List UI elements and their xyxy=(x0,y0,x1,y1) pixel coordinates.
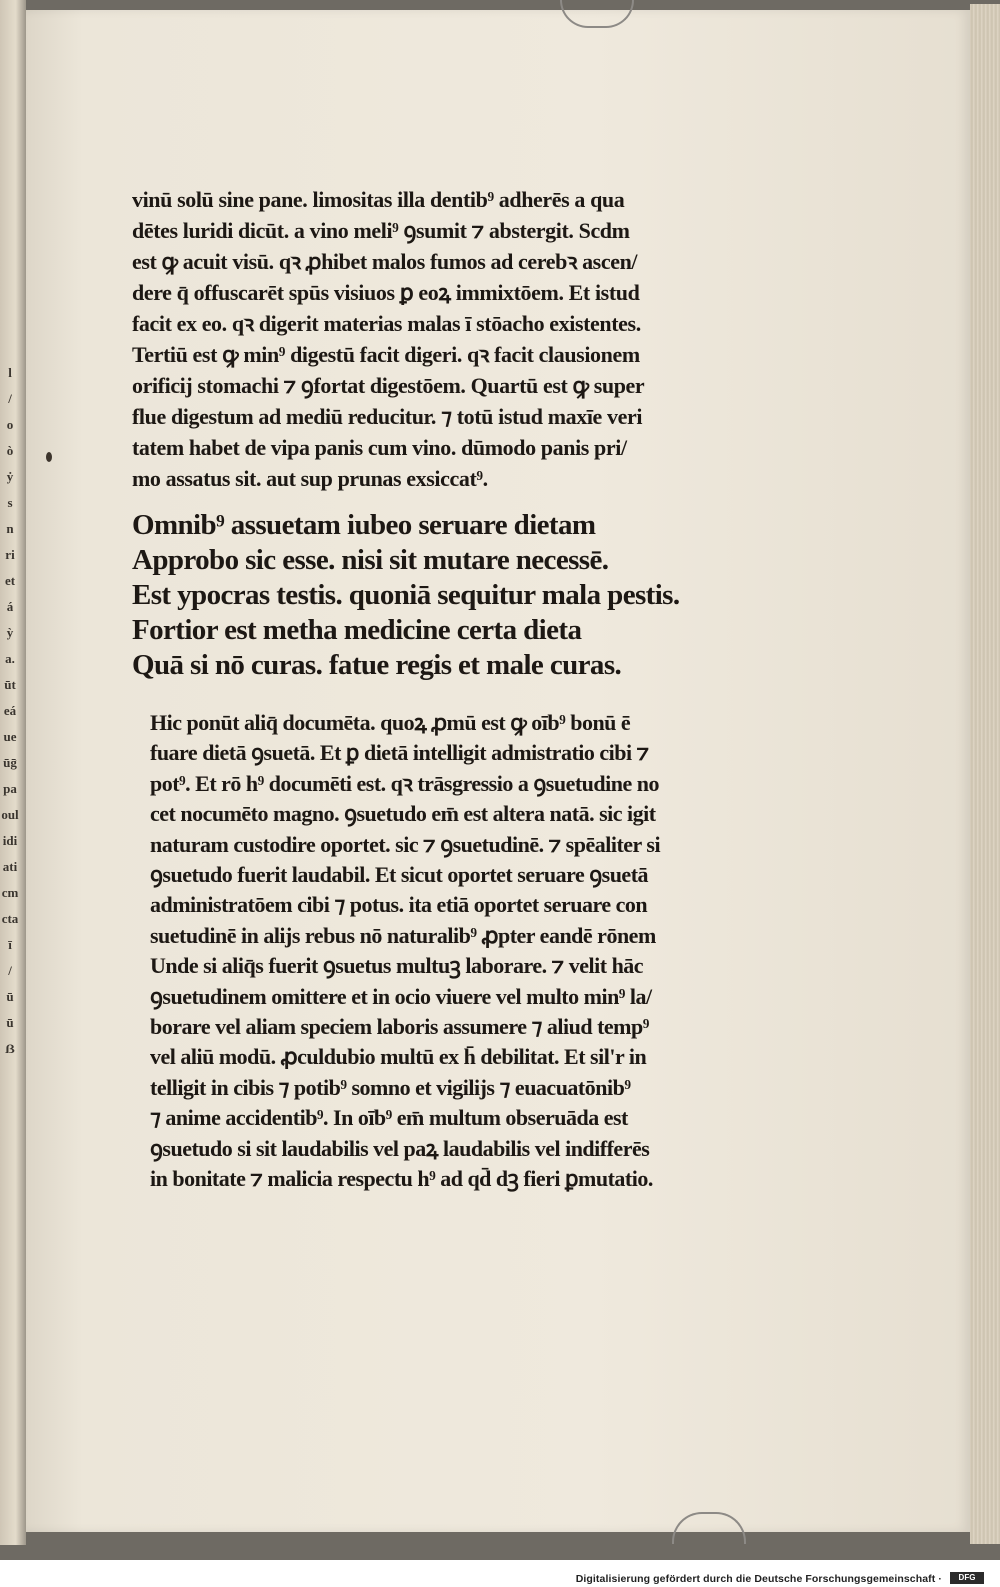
text-line: ⁊ anime accidentib⁹. In oīb⁹ em̄ multum obseruāda est xyxy=(150,1105,628,1131)
text-line: flue digestum ad mediū reducitur. ⁊ totū istud maxīe veri xyxy=(132,404,643,429)
left-page-fragment: cm xyxy=(1,885,19,900)
left-page-fragment: a. xyxy=(5,651,15,666)
text-line: vinū solū sine pane. limositas illa dentib⁹ adherēs a qua xyxy=(132,187,625,212)
left-page-fragment: á xyxy=(6,599,14,614)
left-page-fragment: pa xyxy=(3,781,17,796)
text-line: administratōem cibi ⁊ potus. ita etiā oportet seruare con xyxy=(150,892,648,918)
left-page-fragment: ū xyxy=(6,989,14,1004)
left-page-fragment: s xyxy=(7,495,13,510)
left-page-fragment: cta xyxy=(1,911,19,926)
left-page-fragment: ẞ xyxy=(5,1041,15,1056)
text-line: tatem habet de vipa panis cum vino. dūmodo panis pri/ xyxy=(132,435,627,460)
left-page-fragment: n xyxy=(6,521,14,536)
text-line: Hic ponūt aliq̄ documēta. quoꝝ ꝓmū est ꝙ oīb⁹ bonū ē xyxy=(150,710,631,735)
text-line: suetudinē in alijs rebus nō naturalib⁹ ꝓpter eandē rōnem xyxy=(150,922,656,948)
text-line: ꝯsuetudo si sit laudabilis vel paꝝ laudabilis vel indifferēs xyxy=(150,1135,650,1161)
left-page-fragment: ẏ xyxy=(6,469,14,484)
text-line: orificij stomachi ⁊ ꝯfortat digestōem. Quartū est ꝙ super xyxy=(132,373,645,398)
left-page-fragment: eá xyxy=(3,703,17,718)
footer-credit: Digitalisierung gefördert durch die Deutsche Forschungsgemeinschaft · xyxy=(575,1573,942,1585)
left-page-fragments xyxy=(0,360,20,1062)
verse-line: Fortior est metha medicine certa dieta xyxy=(132,614,582,646)
text-line: fuare dietā ꝯsuetā. Et ꝑ dietā intelligit admistratio cibi ⁊ xyxy=(150,740,649,766)
left-page-fragment: oul xyxy=(1,807,19,822)
text-line: cet nocumēto magno. ꝯsuetudo em̄ est altera natā. sic igit xyxy=(150,801,656,827)
verse-block xyxy=(132,508,680,683)
left-page-fragment: et xyxy=(4,573,16,588)
text-line: dere q̄ offuscarēt spūs visiuos ꝑ eoꝝ immixtōem. Et istud xyxy=(132,280,640,305)
verse-line: Est ypocras testis. quoniā sequitur mala pestis. xyxy=(132,579,680,611)
paragraph-commentary-2 xyxy=(150,708,660,1195)
text-line: Unde si aliq̄s fuerit ꝯsuetus multuꝫ laborare. ⁊ velit hāc xyxy=(150,953,644,979)
text-line: in bonitate ⁊ malicia respectu h⁹ ad qd̄ dꝫ fieri ꝑmutatio. xyxy=(150,1166,653,1192)
text-line: telligit in cibis ⁊ potib⁹ somno et vigilijs ⁊ euacuatōnib⁹ xyxy=(150,1074,631,1100)
left-page-fragment: ati xyxy=(2,859,18,874)
left-page-fragment: ò xyxy=(6,443,14,458)
text-line: naturam custodire oportet. sic ⁊ ꝯsuetudinē. ⁊ spēaliter si xyxy=(150,831,661,857)
left-page-fragment: ỳ xyxy=(6,625,14,640)
left-page-fragment: ūt xyxy=(4,677,16,692)
page-fore-edge xyxy=(970,4,1000,1544)
verse-line: Approbo sic esse. nisi sit mutare necessē. xyxy=(132,544,609,576)
text-line: dētes luridi dicūt. a vino meli⁹ ꝯsumit ⁊ abstergit. Scdm xyxy=(132,218,630,243)
verse-line: Quā si nō curas. fatue regis et male curas. xyxy=(132,649,622,681)
left-page-fragment: ue xyxy=(3,729,17,744)
text-line: facit ex eo. qꝛ digerit materias malas ī stōacho existentes. xyxy=(132,311,641,336)
left-page-fragment: ūḡ xyxy=(3,755,17,770)
text-line: vel aliū modū. ꝓculdubio multū ex h̄ debilitat. Et sil'r in xyxy=(150,1044,647,1070)
text-line: mo assatus sit. aut sup prunas exsiccat⁹. xyxy=(132,466,488,491)
left-page-fragment: o xyxy=(6,417,14,432)
left-page-fragment: ri xyxy=(5,547,15,562)
left-page-fragment: ī xyxy=(8,937,12,952)
text-line: ꝯsuetudo fuerit laudabil. Et sicut oportet seruare ꝯsuetā xyxy=(150,862,649,888)
left-page-edge xyxy=(0,0,26,1545)
text-line: pot⁹. Et rō h⁹ documēti est. qꝛ trāsgressio a ꝯsuetudine no xyxy=(150,770,659,796)
left-page-fragment: ū xyxy=(6,1015,14,1030)
left-page-fragment: l xyxy=(8,365,12,380)
text-line: est ꝙ acuit visū. qꝛ ꝓhibet malos fumos ad cerebꝛ ascen/ xyxy=(132,249,638,274)
dfg-logo: DFG xyxy=(950,1572,984,1584)
paragraph-mark xyxy=(46,452,52,462)
left-page-fragment: / xyxy=(8,963,12,978)
text-line: Tertiū est ꝙ min⁹ digestū facit digeri. qꝛ facit clausionem xyxy=(132,342,640,367)
text-line: borare vel aliam speciem laboris assumere ⁊ aliud temp⁹ xyxy=(150,1014,649,1040)
left-page-fragment: / xyxy=(8,391,12,406)
verse-line: Omnib⁹ assuetam iubeo seruare dietam xyxy=(132,509,596,541)
text-line: ꝯsuetudinem omittere et in ocio viuere vel multo min⁹ la/ xyxy=(150,983,652,1009)
left-page-fragment: idi xyxy=(2,833,18,848)
paragraph-commentary-1 xyxy=(132,184,644,494)
